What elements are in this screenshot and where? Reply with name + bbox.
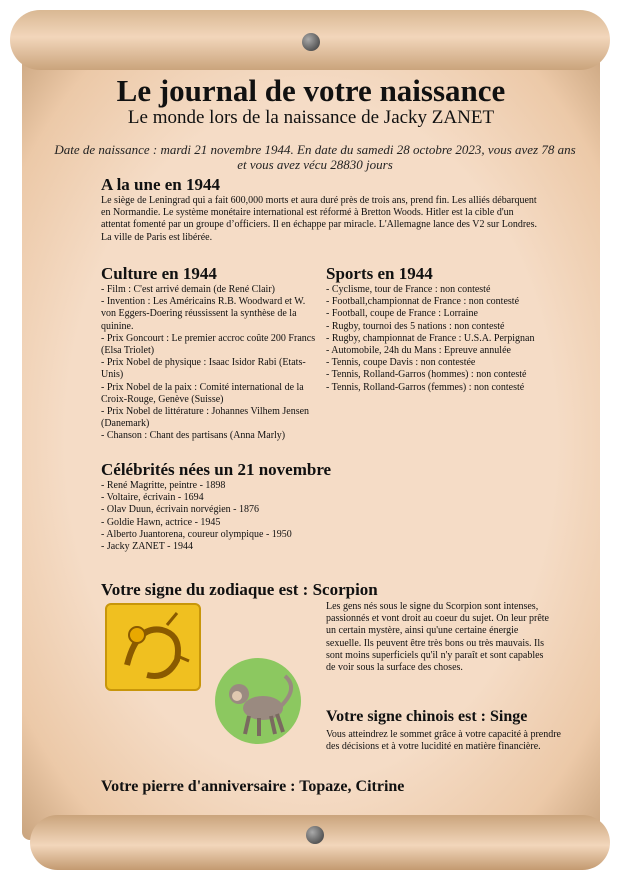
list-item: - Tennis, Rolland-Garros (femmes) : non contesté: [326, 381, 525, 393]
pin-icon: [306, 826, 324, 844]
list-item: - Olav Duun, écrivain norvégien - 1876: [101, 504, 260, 516]
zodiac-text: Les gens nés sous le signe du Scorpion sont intenses, passionnés et vont droit au coeur du sujet. On leur prête un certain mystère, ainsi qu'une certaine énergie sexuelle. Ils peuvent être très bons ou très mauvais. Ils sont moins superficiels qu'il n'y paraît et sont capables de voir sous la surface des choses.: [326, 601, 549, 674]
sports-list: [326, 284, 566, 394]
chinese-heading: Votre signe chinois est : Singe: [326, 708, 528, 725]
stone-heading: Votre pierre d'anniversaire : Topaze, Citrine: [101, 778, 405, 795]
section-heading: Sports en 1944: [326, 264, 433, 283]
section-stone: [101, 777, 521, 797]
list-item: - Goldie Hawn, actrice - 1945: [101, 516, 221, 528]
list-item: - Alberto Juantorena, coureur olympique - 1950: [101, 528, 292, 540]
section-une: [101, 175, 541, 244]
celebrities-list: [101, 480, 401, 553]
section-sports: [326, 264, 566, 394]
list-item: - Cyclisme, tour de France : non contesté: [326, 284, 491, 295]
section-chinese: [326, 707, 566, 753]
list-item: - Prix Nobel de littérature : Johannes Vilhem Jensen (Danemark): [101, 406, 310, 430]
list-item: - Prix Nobel de physique : Isaac Isidor Rabi (Etats-Unis): [101, 357, 306, 381]
list-item: - Automobile, 24h du Mans : Epreuve annulée: [326, 345, 511, 357]
monkey-image: [215, 658, 301, 744]
list-item: - Rugby, championnat de France : U.S.A. Perpignan: [326, 332, 535, 344]
list-item: - Film : C'est arrivé demain (de René Clair): [101, 284, 275, 295]
section-celebrities: [101, 460, 401, 553]
scorpion-image: [105, 603, 201, 691]
list-item: - Prix Goncourt : Le premier accroc coûte 200 Francs (Elsa Triolet): [101, 332, 316, 357]
list-item: - Tennis, coupe Davis : non contestée: [326, 357, 476, 369]
page-title: Le journal de votre naissance: [116, 73, 506, 108]
scroll-bottom-curl: [30, 815, 610, 870]
zodiac-heading-wrap: [101, 580, 501, 600]
list-item: - Jacky ZANET - 1944: [101, 541, 194, 553]
list-item: - Voltaire, écrivain - 1694: [101, 492, 204, 504]
culture-list: [101, 284, 316, 443]
list-item: - Football, coupe de France : Lorraine: [326, 308, 478, 320]
list-item: - Rugby, tournoi des 5 nations : non contesté: [326, 320, 505, 332]
section-text: Le siège de Leningrad qui a fait 600,000 morts et aura duré près de trois ans, prend fin. Les alliés débarquent en Normandie. Le système monétaire international est réformé à Bretton Woods. Hitler est la cible d'un attentat fomenté par un groupe d’officiers. Il en échappe par miracle. L'Allemagne lance des V2 sur Londres. La ville de Paris est libérée.: [101, 195, 537, 243]
pin-icon: [302, 33, 320, 51]
section-culture: [101, 264, 316, 443]
birth-date-line: Date de naissance : mardi 21 novembre 1944. En date du samedi 28 octobre 2023, vous avez 78 ans et vous avez vécu 28830 jours: [54, 142, 576, 172]
list-item: - Invention : Les Américains R.B. Woodward et W. von Eggers-Doering réussissent la synthèse de la quinine.: [101, 296, 306, 332]
page-subtitle: Le monde lors de la naissance de Jacky ZANET: [127, 107, 495, 128]
chinese-text: Vous atteindrez le sommet grâce à votre capacité à prendre des décisions et à votre lucidité en matière financière.: [326, 729, 561, 753]
section-heading: A la une en 1944: [101, 175, 221, 194]
list-item: - Chanson : Chant des partisans (Anna Marly): [101, 430, 286, 442]
list-item: - Tennis, Rolland-Garros (hommes) : non contesté: [326, 369, 527, 381]
list-item: - Football,championnat de France : non contesté: [326, 296, 520, 308]
zodiac-heading: Votre signe du zodiaque est : Scorpion: [101, 580, 378, 599]
list-item: - René Magritte, peintre - 1898: [101, 480, 226, 491]
section-heading: Culture en 1944: [101, 264, 217, 283]
list-item: - Prix Nobel de la paix : Comité international de la Croix-Rouge, Genève (Suisse): [101, 381, 304, 405]
section-heading: Célébrités nées un 21 novembre: [101, 460, 332, 479]
